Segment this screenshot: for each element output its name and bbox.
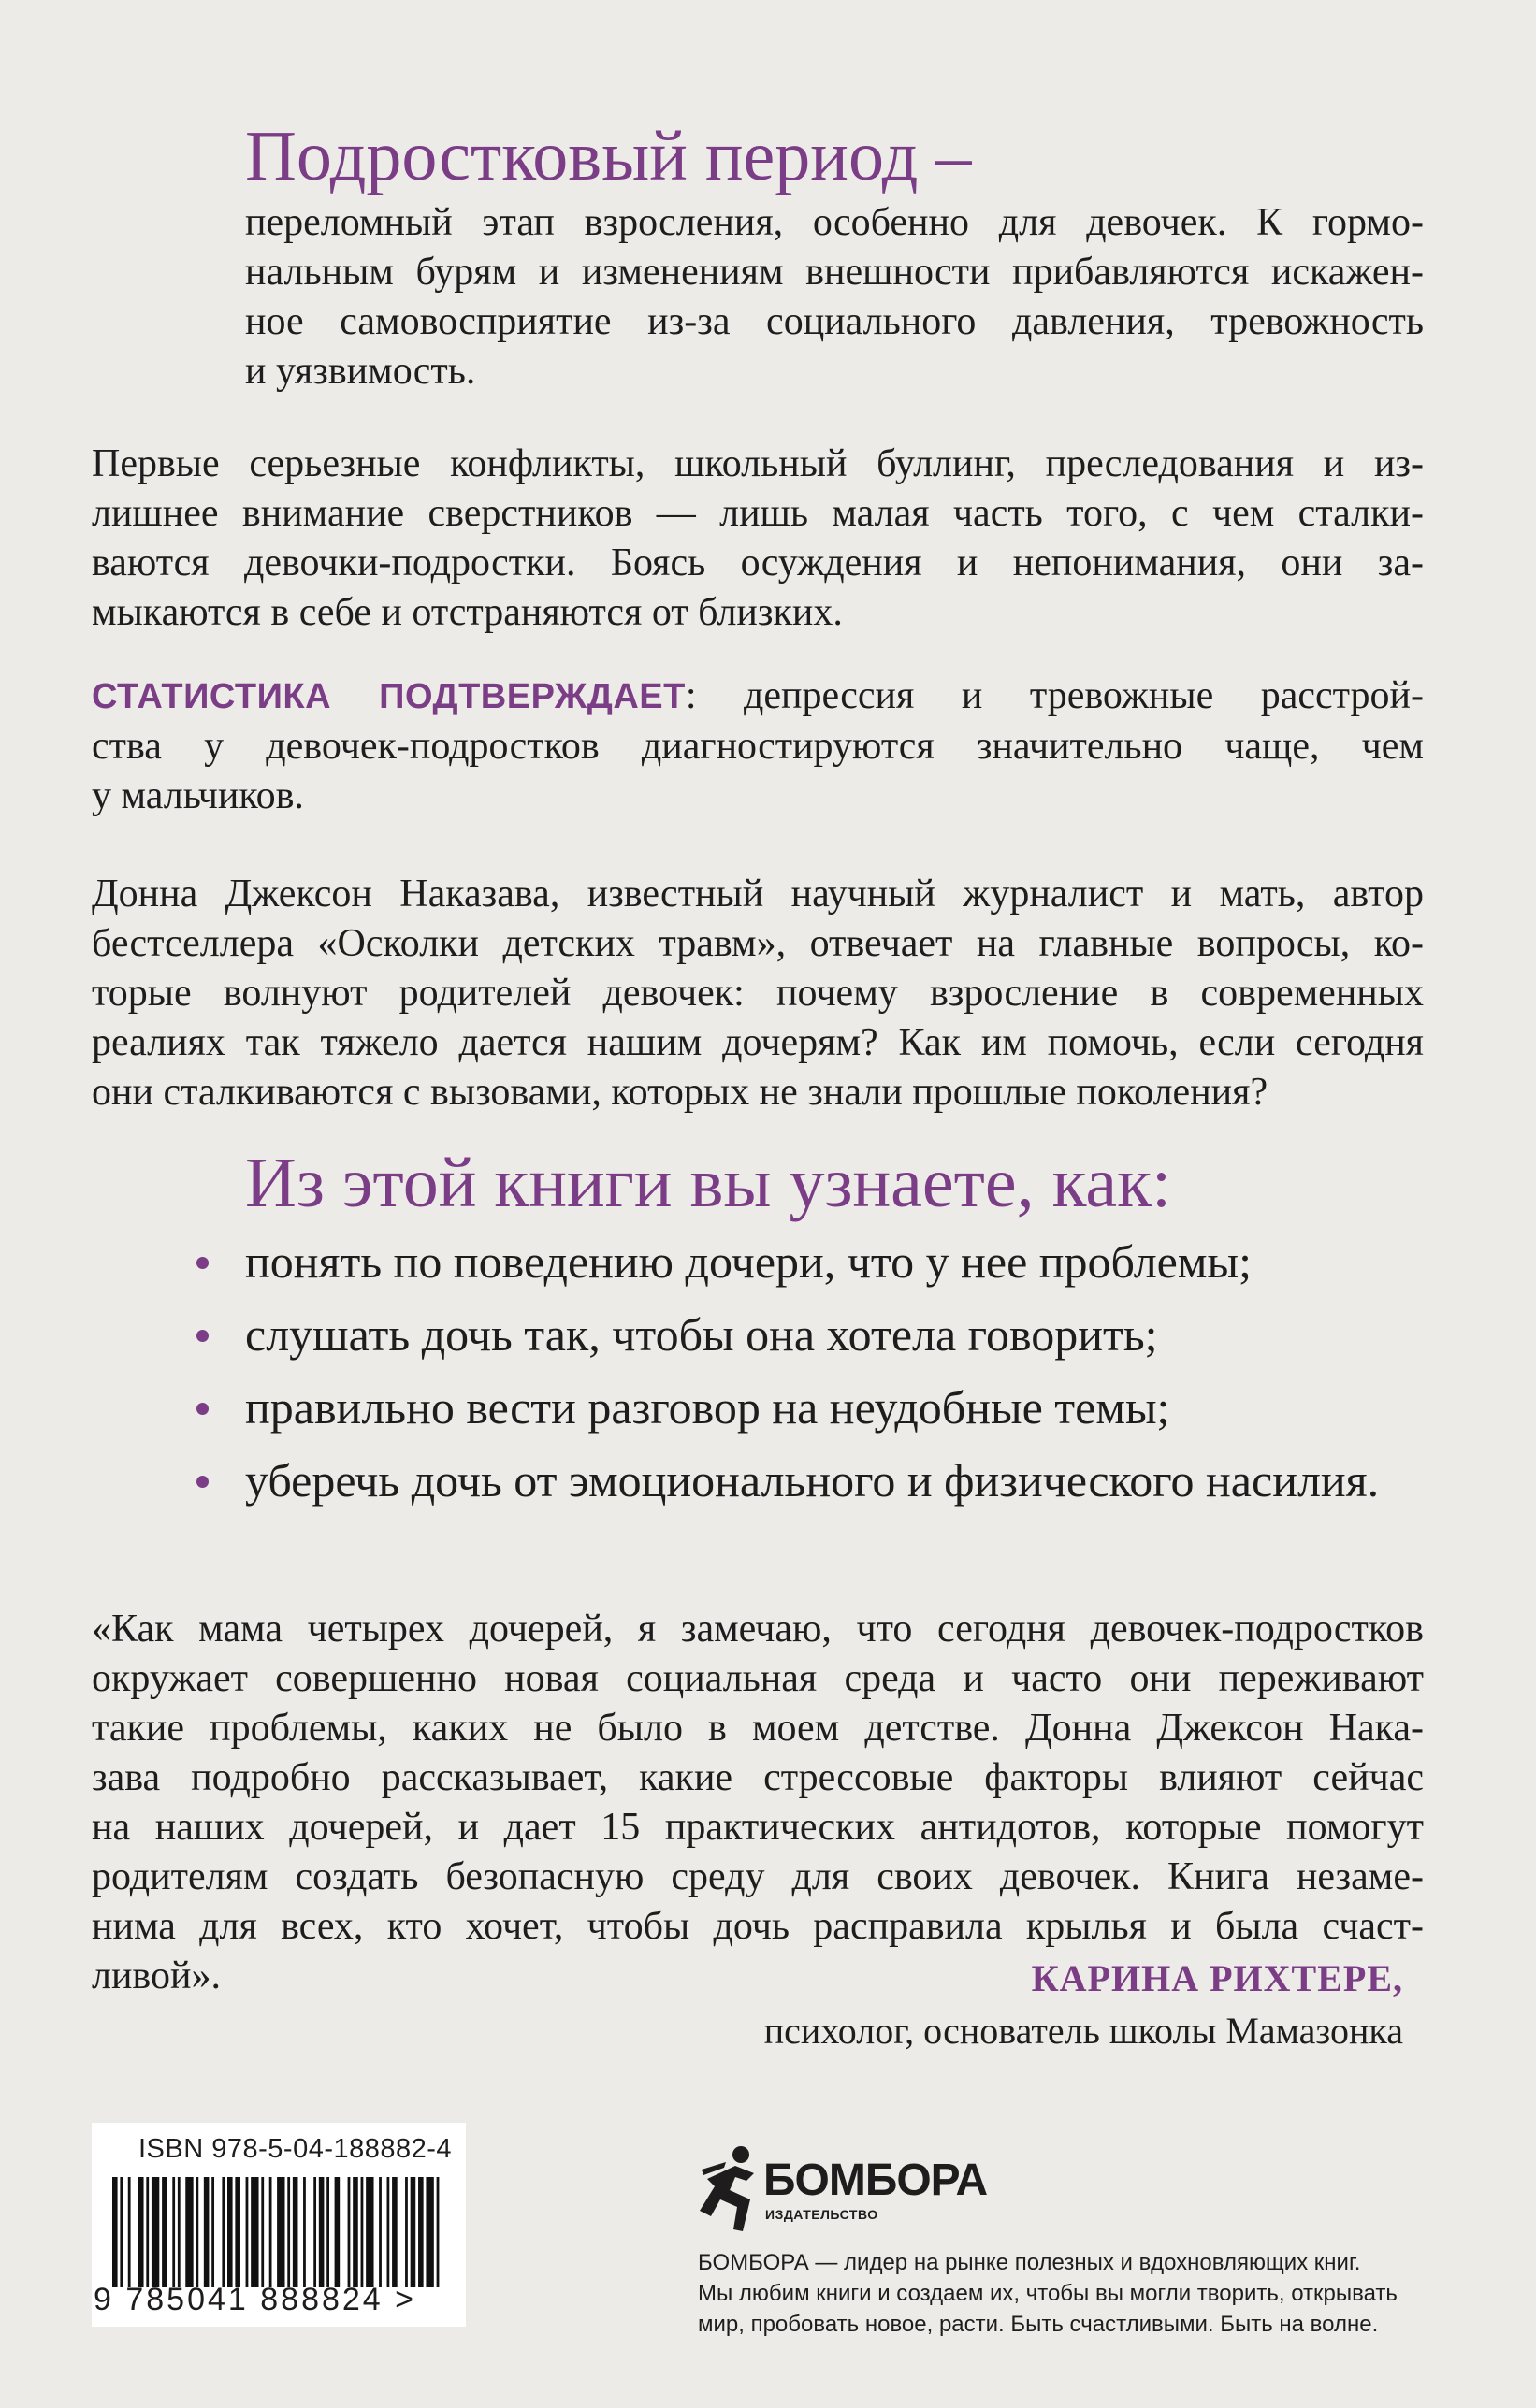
bullet-dot-icon — [196, 1476, 209, 1488]
paragraph-line: реалиях так тяжело дается нашим дочерям? Как им помочь, если сегодня — [92, 1021, 1424, 1064]
quote-line: такие проблемы, каких не было в моем детстве. Донна Джексон Нака- — [92, 1707, 1424, 1750]
barcode-number: 9 785041 888824 > — [94, 2282, 417, 2317]
testimonial-quote — [92, 1605, 1424, 2001]
quote-author-name: КАРИНА РИХТЕРЕ, — [1031, 1957, 1403, 1999]
paragraph-line: у мальчиков. — [92, 774, 304, 817]
statistics-label: СТАТИСТИКА ПОДТВЕРЖДАЕТ — [92, 677, 686, 716]
publisher-line: мир, пробовать новое, расти. Быть счастливыми. Быть на волне. — [698, 2312, 1379, 2337]
publisher-logo-word: БОМБОРА — [763, 2156, 988, 2205]
intro-paragraph — [245, 198, 1424, 397]
learn-heading: Из этой книги вы узнаете, как: — [245, 1144, 1172, 1222]
isbn-barcode — [92, 2123, 466, 2327]
paragraph-line: мыкаются в себе и отстраняются от близких. — [92, 591, 843, 634]
conflicts-paragraph — [92, 440, 1424, 638]
intro-line: ное самовосприятие из-за социального давления, тревожность — [245, 300, 1424, 343]
statistics-paragraph — [92, 671, 1424, 821]
publisher-logo-subtitle: ИЗДАТЕЛЬСТВО — [765, 2207, 878, 2222]
isbn-label: ISBN 978-5-04-188882-4 — [138, 2134, 453, 2164]
quote-line: «Как мама четырех дочерей, я замечаю, что сегодня девочек-подростков — [92, 1608, 1424, 1651]
paragraph-line: ваются девочки-подростки. Боясь осуждения и непонимания, они за- — [92, 541, 1424, 584]
paragraph-line: бестселлера «Осколки детских травм», отвечает на главные вопросы, ко- — [92, 922, 1424, 965]
publisher-line: БОМБОРА — лидер на рынке полезных и вдохновляющих книг. — [698, 2250, 1361, 2275]
bullet-dot-icon — [196, 1330, 209, 1342]
list-item-text: слушать дочь так, чтобы она хотела говорить; — [245, 1308, 1158, 1361]
quote-author-role: психолог, основатель школы Мамазонка — [763, 2010, 1403, 2052]
quote-line: нима для всех, кто хочет, чтобы дочь расправила крылья и была счаст- — [92, 1905, 1424, 1948]
intro-line: и уязвимость. — [245, 350, 476, 393]
paragraph-line: они сталкиваются с вызовами, которых не знали прошлые поколения? — [92, 1071, 1268, 1114]
author-intro-paragraph — [92, 870, 1424, 1117]
statistics-line-rest: : депрессия и тревожные расстрой- — [685, 674, 1424, 717]
quote-line: родителям создать безопасную среду для своих девочек. Книга незаме- — [92, 1855, 1424, 1898]
learn-list — [196, 1233, 1413, 1524]
quote-line: ливой». — [92, 1954, 221, 1997]
list-item-text: понять по поведению дочери, что у нее проблемы; — [245, 1235, 1252, 1288]
barcode-bars-icon — [112, 2177, 444, 2287]
list-item-text: правильно вести разговор на неудобные темы; — [245, 1381, 1170, 1434]
intro-line: переломный этап взросления, особенно для девочек. К гормо- — [245, 201, 1424, 244]
publisher-description — [698, 2247, 1427, 2340]
publisher-logo — [698, 2141, 988, 2235]
bombora-runner-icon — [698, 2141, 763, 2235]
main-heading: Подростковый период – — [245, 117, 972, 195]
bullet-dot-icon — [196, 1257, 209, 1269]
list-item — [196, 1305, 1413, 1363]
bullet-dot-icon — [196, 1403, 209, 1415]
paragraph-line: Первые серьезные конфликты, школьный буллинг, преследования и из- — [92, 442, 1424, 485]
paragraph-line: торые волнуют родителей девочек: почему взросление в современных — [92, 972, 1424, 1015]
quote-line: зава подробно рассказывает, какие стрессовые факторы влияют сейчас — [92, 1756, 1424, 1799]
list-item — [196, 1378, 1413, 1436]
quote-line: окружает совершенно новая социальная среда и часто они переживают — [92, 1657, 1424, 1700]
paragraph-line — [92, 671, 1424, 722]
list-item — [196, 1451, 1413, 1509]
quote-line: на наших дочерей, и дает 15 практических антидотов, которые помогут — [92, 1806, 1424, 1849]
publisher-line: Мы любим книги и создаем их, чтобы вы могли творить, открывать — [698, 2281, 1398, 2306]
paragraph-line: ства у девочек-подростков диагностируются значительно чаще, чем — [92, 725, 1424, 768]
list-item-text: уберечь дочь от эмоционального и физического насилия. — [245, 1454, 1380, 1507]
list-item — [196, 1233, 1413, 1291]
intro-line: нальным бурям и изменениям внешности прибавляются искажен- — [245, 251, 1424, 294]
paragraph-line: лишнее внимание сверстников — лишь малая часть того, с чем сталки- — [92, 492, 1424, 535]
paragraph-line: Донна Джексон Наказава, известный научный журналист и мать, автор — [92, 872, 1424, 916]
